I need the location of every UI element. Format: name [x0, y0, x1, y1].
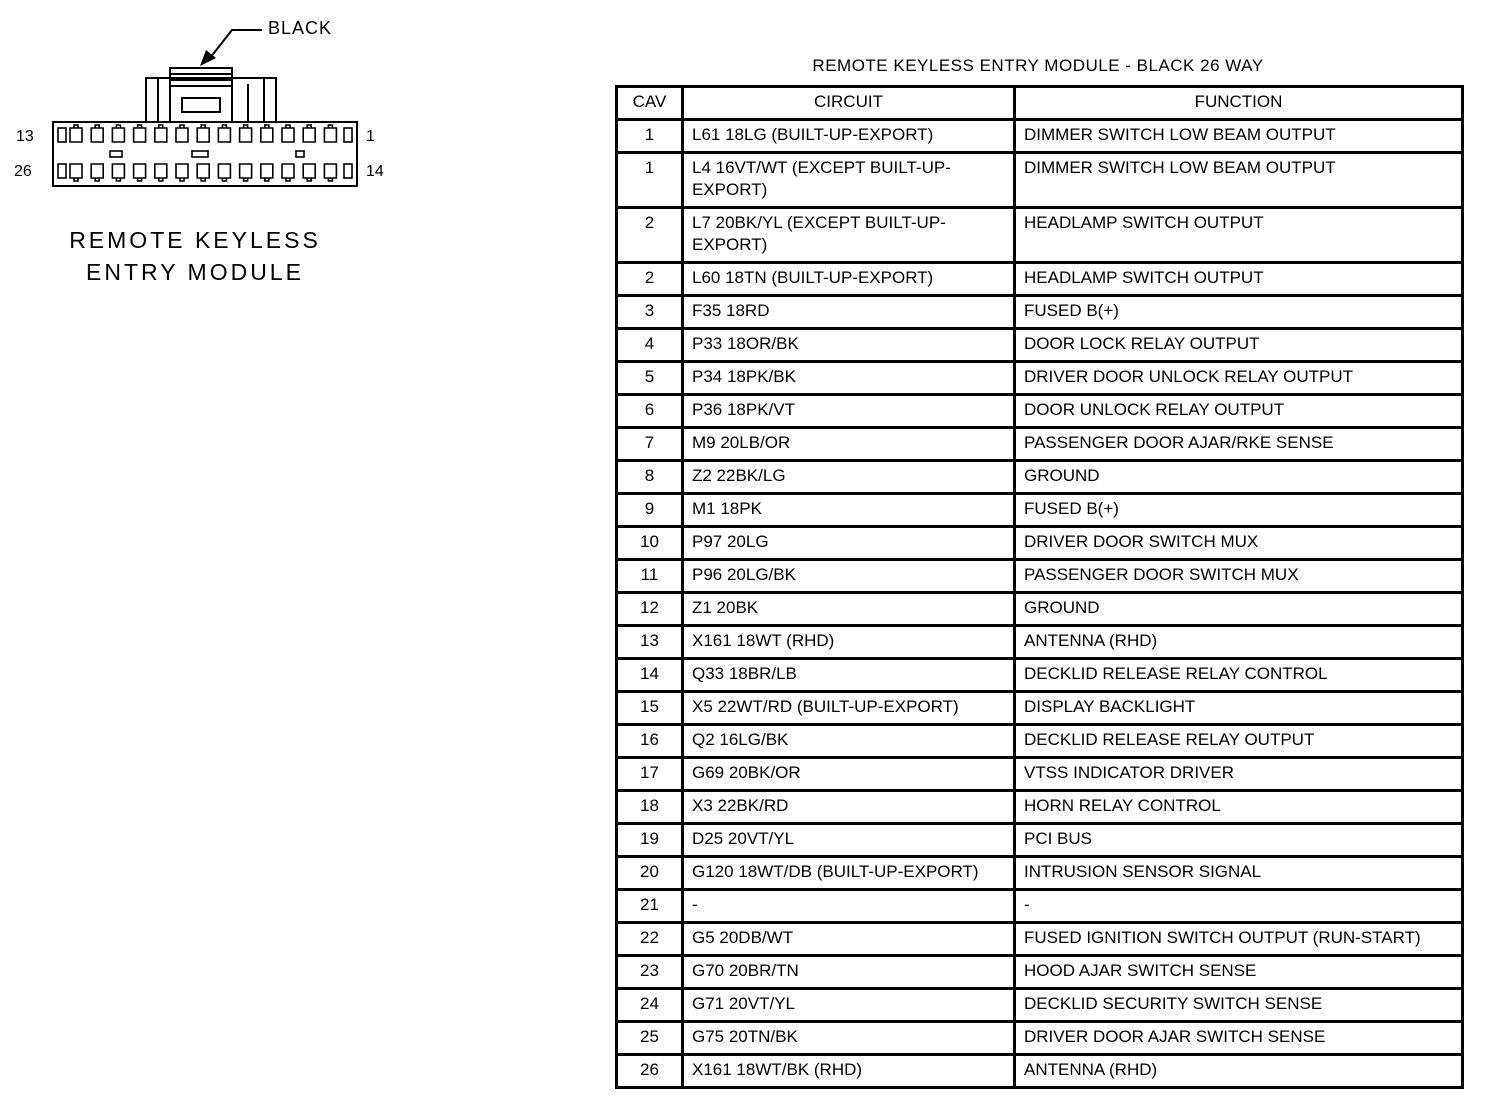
function-cell: GROUND: [1015, 593, 1463, 626]
connector-body: [53, 122, 357, 186]
function-cell: INTRUSION SENSOR SIGNAL: [1015, 857, 1463, 890]
pin-label-13: 13: [16, 128, 34, 145]
cav-cell: 2: [617, 263, 683, 296]
cav-cell: 20: [617, 857, 683, 890]
connector-color-label: BLACK: [268, 18, 333, 38]
function-cell: DISPLAY BACKLIGHT: [1015, 692, 1463, 725]
table-row: [617, 890, 1463, 923]
cav-cell: 9: [617, 494, 683, 527]
table-row: [617, 857, 1463, 890]
cavity-bottom: [218, 164, 230, 181]
polarization-mark: [110, 151, 122, 157]
circuit-cell: P36 18PK/VT: [683, 395, 1015, 428]
table-row: [617, 1055, 1463, 1088]
cav-cell: 22: [617, 923, 683, 956]
function-cell: HEADLAMP SWITCH OUTPUT: [1015, 208, 1463, 263]
cav-cell: 1: [617, 120, 683, 153]
cav-cell: 5: [617, 362, 683, 395]
table-row: [617, 824, 1463, 857]
pin-label-14: 14: [366, 163, 384, 180]
cav-cell: 21: [617, 890, 683, 923]
function-cell: PASSENGER DOOR SWITCH MUX: [1015, 560, 1463, 593]
circuit-cell: X5 22WT/RD (BUILT-UP-EXPORT): [683, 692, 1015, 725]
function-cell: DOOR UNLOCK RELAY OUTPUT: [1015, 395, 1463, 428]
circuit-cell: F35 18RD: [683, 296, 1015, 329]
function-cell: DECKLID RELEASE RELAY CONTROL: [1015, 659, 1463, 692]
cav-cell: 23: [617, 956, 683, 989]
table-row: [617, 725, 1463, 758]
circuit-cell: Z1 20BK: [683, 593, 1015, 626]
polarization-mark: [192, 151, 208, 157]
circuit-cell: X161 18WT/BK (RHD): [683, 1055, 1015, 1088]
cavity-top: [303, 125, 315, 142]
circuit-cell: X161 18WT (RHD): [683, 626, 1015, 659]
cavity-bottom: [303, 164, 315, 181]
cav-cell: 17: [617, 758, 683, 791]
cavity-bottom: [261, 164, 273, 181]
table-row: [617, 692, 1463, 725]
module-caption-line2: ENTRY MODULE: [86, 259, 304, 285]
cav-cell: 24: [617, 989, 683, 1022]
cavity-top: [240, 125, 252, 142]
function-cell: PCI BUS: [1015, 824, 1463, 857]
cav-cell: 3: [617, 296, 683, 329]
cavity-bottom: [155, 164, 167, 181]
function-cell: FUSED B(+): [1015, 494, 1463, 527]
cavity-top: [197, 125, 209, 142]
table-row: [617, 120, 1463, 153]
function-cell: GROUND: [1015, 461, 1463, 494]
function-cell: DRIVER DOOR UNLOCK RELAY OUTPUT: [1015, 362, 1463, 395]
circuit-cell: D25 20VT/YL: [683, 824, 1015, 857]
table-title: REMOTE KEYLESS ENTRY MODULE - BLACK 26 WAY: [812, 56, 1264, 75]
function-cell: VTSS INDICATOR DRIVER: [1015, 758, 1463, 791]
function-cell: DIMMER SWITCH LOW BEAM OUTPUT: [1015, 120, 1463, 153]
circuit-cell: L7 20BK/YL (EXCEPT BUILT-UP-EXPORT): [683, 208, 1015, 263]
cav-cell: 6: [617, 395, 683, 428]
cav-cell: 19: [617, 824, 683, 857]
table-row: [617, 1022, 1463, 1055]
circuit-cell: M9 20LB/OR: [683, 428, 1015, 461]
cav-cell: 13: [617, 626, 683, 659]
cav-cell: 12: [617, 593, 683, 626]
circuit-cell: G75 20TN/BK: [683, 1022, 1015, 1055]
header-circuit: CIRCUIT: [683, 87, 1015, 120]
function-cell: ANTENNA (RHD): [1015, 1055, 1463, 1088]
table-row: [617, 923, 1463, 956]
header-function: FUNCTION: [1015, 87, 1463, 120]
cavity-key: [58, 164, 66, 178]
function-cell: ANTENNA (RHD): [1015, 626, 1463, 659]
table-row: [617, 791, 1463, 824]
cavity-top: [261, 125, 273, 142]
leader-line: [210, 30, 262, 58]
table-row: [617, 560, 1463, 593]
circuit-cell: P33 18OR/BK: [683, 329, 1015, 362]
circuit-cell: X3 22BK/RD: [683, 791, 1015, 824]
polarization-mark: [296, 151, 304, 157]
cavity-bottom: [282, 164, 294, 181]
table-row: [617, 329, 1463, 362]
connector-cavities: [58, 125, 352, 181]
function-cell: HOOD AJAR SWITCH SENSE: [1015, 956, 1463, 989]
circuit-cell: G5 20DB/WT: [683, 923, 1015, 956]
table-row: [617, 494, 1463, 527]
cavity-top: [324, 125, 336, 142]
table-row: [617, 153, 1463, 208]
table-row: [617, 659, 1463, 692]
cavity-bottom: [91, 164, 103, 181]
table-row: [617, 461, 1463, 494]
module-caption: [40, 224, 350, 288]
table-row: [617, 593, 1463, 626]
cavity-top: [176, 125, 188, 142]
table-row: [617, 428, 1463, 461]
cavity-top: [282, 125, 294, 142]
circuit-cell: L4 16VT/WT (EXCEPT BUILT-UP-EXPORT): [683, 153, 1015, 208]
connector-latch: [146, 68, 276, 122]
cavity-bottom: [176, 164, 188, 181]
function-cell: -: [1015, 890, 1463, 923]
circuit-cell: Q2 16LG/BK: [683, 725, 1015, 758]
cavity-bottom: [324, 164, 336, 181]
cav-cell: 11: [617, 560, 683, 593]
cav-cell: 8: [617, 461, 683, 494]
function-cell: FUSED IGNITION SWITCH OUTPUT (RUN-START): [1015, 923, 1463, 956]
function-cell: DECKLID SECURITY SWITCH SENSE: [1015, 989, 1463, 1022]
function-cell: FUSED B(+): [1015, 296, 1463, 329]
function-cell: HORN RELAY CONTROL: [1015, 791, 1463, 824]
circuit-cell: P97 20LG: [683, 527, 1015, 560]
table-row: [617, 989, 1463, 1022]
cav-cell: 2: [617, 208, 683, 263]
table-row: [617, 527, 1463, 560]
cav-cell: 25: [617, 1022, 683, 1055]
cav-cell: 14: [617, 659, 683, 692]
cav-cell: 4: [617, 329, 683, 362]
cavity-bottom: [197, 164, 209, 181]
cavity-bottom: [70, 164, 82, 181]
table-row: [617, 956, 1463, 989]
table-row: [617, 395, 1463, 428]
function-cell: DECKLID RELEASE RELAY OUTPUT: [1015, 725, 1463, 758]
module-caption-line1: REMOTE KEYLESS: [69, 227, 321, 253]
circuit-cell: L61 18LG (BUILT-UP-EXPORT): [683, 120, 1015, 153]
cavity-top: [218, 125, 230, 142]
cavity-key: [58, 128, 66, 142]
cav-cell: 1: [617, 153, 683, 208]
circuit-cell: Q33 18BR/LB: [683, 659, 1015, 692]
function-cell: DRIVER DOOR SWITCH MUX: [1015, 527, 1463, 560]
circuit-cell: P34 18PK/BK: [683, 362, 1015, 395]
function-cell: HEADLAMP SWITCH OUTPUT: [1015, 263, 1463, 296]
circuit-cell: Z2 22BK/LG: [683, 461, 1015, 494]
cav-cell: 10: [617, 527, 683, 560]
function-cell: PASSENGER DOOR AJAR/RKE SENSE: [1015, 428, 1463, 461]
table-row: [617, 208, 1463, 263]
pinout-table: [615, 85, 1464, 1089]
cav-cell: 26: [617, 1055, 683, 1088]
pin-label-26: 26: [14, 163, 32, 180]
table-header-row: [617, 87, 1463, 120]
circuit-cell: M1 18PK: [683, 494, 1015, 527]
table-row: [617, 362, 1463, 395]
cavity-bottom: [112, 164, 124, 181]
circuit-cell: G120 18WT/DB (BUILT-UP-EXPORT): [683, 857, 1015, 890]
function-cell: DOOR LOCK RELAY OUTPUT: [1015, 329, 1463, 362]
cavity-key: [344, 128, 352, 142]
function-cell: DIMMER SWITCH LOW BEAM OUTPUT: [1015, 153, 1463, 208]
table-row: [617, 758, 1463, 791]
cavity-top: [70, 125, 82, 142]
circuit-cell: G69 20BK/OR: [683, 758, 1015, 791]
connector-diagram: [0, 0, 420, 300]
cavity-bottom: [134, 164, 146, 181]
table-row: [617, 626, 1463, 659]
circuit-cell: P96 20LG/BK: [683, 560, 1015, 593]
circuit-cell: L60 18TN (BUILT-UP-EXPORT): [683, 263, 1015, 296]
pin-label-1: 1: [366, 128, 375, 145]
cav-cell: 16: [617, 725, 683, 758]
cavity-key: [344, 164, 352, 178]
cavity-top: [134, 125, 146, 142]
circuit-cell: G71 20VT/YL: [683, 989, 1015, 1022]
cav-cell: 18: [617, 791, 683, 824]
circuit-cell: G70 20BR/TN: [683, 956, 1015, 989]
header-cav: CAV: [617, 87, 683, 120]
table-row: [617, 263, 1463, 296]
circuit-cell: -: [683, 890, 1015, 923]
cavity-top: [91, 125, 103, 142]
cav-cell: 7: [617, 428, 683, 461]
table-row: [617, 296, 1463, 329]
connector-drawing: [0, 0, 420, 200]
cavity-bottom: [240, 164, 252, 181]
cavity-top: [155, 125, 167, 142]
cav-cell: 15: [617, 692, 683, 725]
function-cell: DRIVER DOOR AJAR SWITCH SENSE: [1015, 1022, 1463, 1055]
cavity-top: [112, 125, 124, 142]
